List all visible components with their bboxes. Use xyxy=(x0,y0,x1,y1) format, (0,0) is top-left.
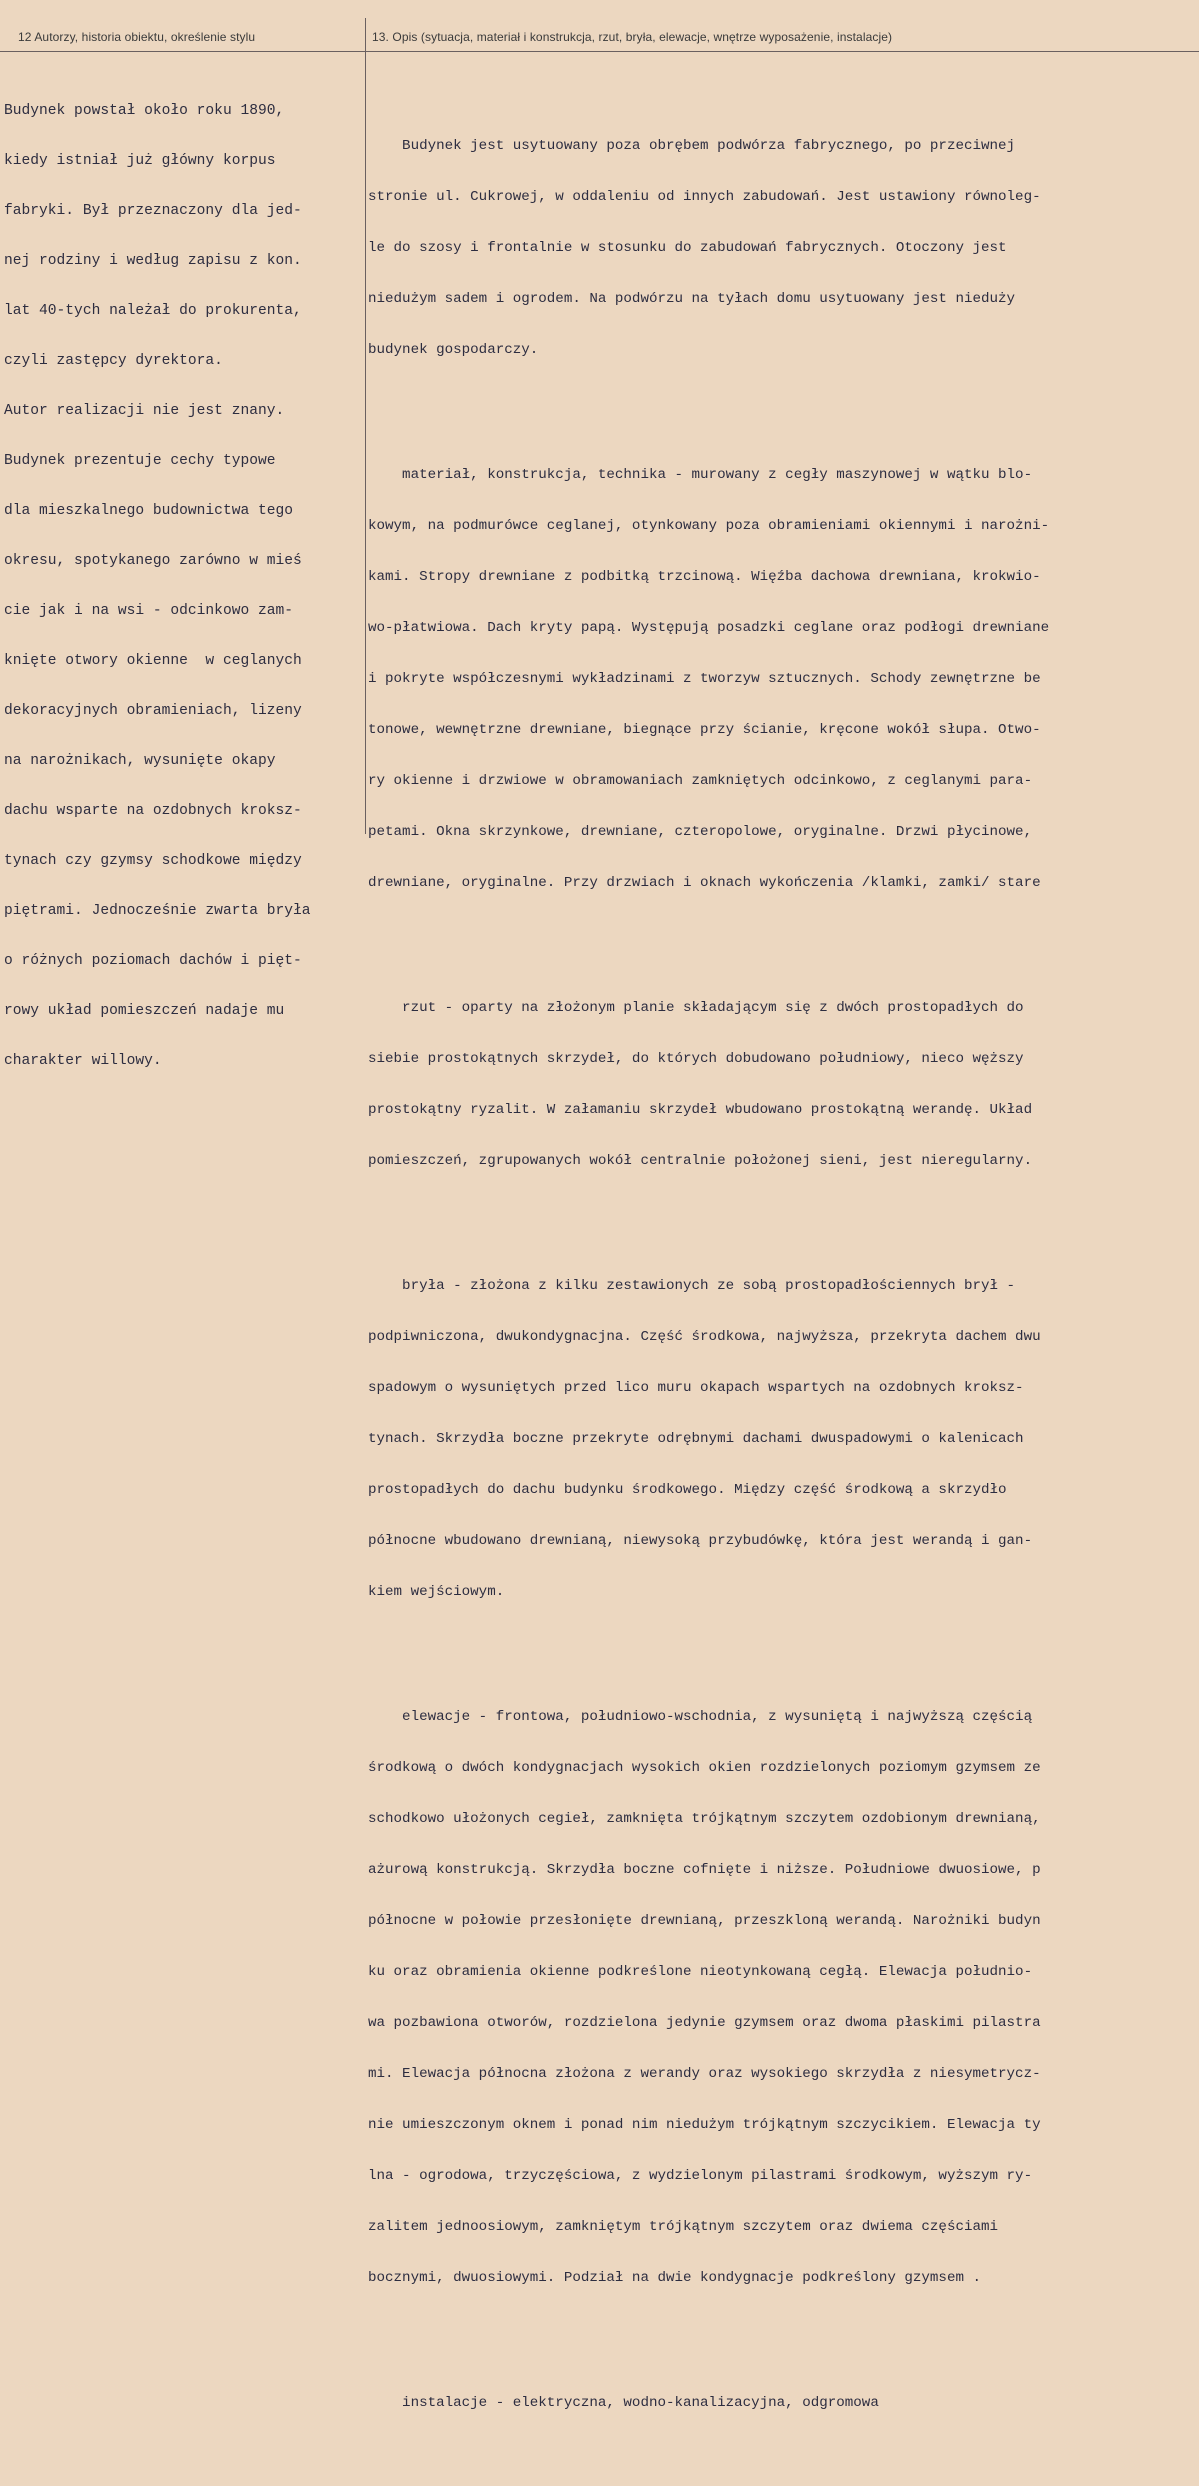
right-line: spadowym o wysuniętych przed lico muru okapach wspartych na ozdobnych kroksz- xyxy=(368,1380,1024,1396)
right-line: bryła - złożona z kilku zestawionych ze sobą prostopadłościennych brył - xyxy=(368,1278,1016,1294)
right-column-header: 13. Opis (sytuacja, materiał i konstrukcja, rzut, bryła, elewacje, wnętrze wyposażenie, instalacje) xyxy=(372,30,893,44)
right-line: mi. Elewacja północna złożona z werandy oraz wysokiego skrzydła z niesymetrycz- xyxy=(368,2066,1041,2082)
left-line: lat 40-tych należał do prokurenta, xyxy=(4,303,302,319)
right-line: rzut - oparty na złożonym planie składającym się z dwóch prostopadłych do xyxy=(368,1000,1024,1016)
left-line: na narożnikach, wysunięte okapy xyxy=(4,753,276,769)
left-column-text xyxy=(4,70,364,1103)
paragraph-elevations xyxy=(368,1675,1199,2321)
left-line: Budynek powstał około roku 1890, xyxy=(4,103,285,119)
paragraph-material xyxy=(368,433,1199,926)
right-line: wo-płatwiowa. Dach kryty papą. Występują posadzki ceglane oraz podłogi drewniane xyxy=(368,620,1050,636)
left-line: piętrami. Jednocześnie zwarta bryła xyxy=(4,903,311,919)
paragraph-situation xyxy=(368,104,1199,393)
right-line: i pokryte współczesnymi wykładzinami z tworzyw sztucznych. Schody zewnętrzne be xyxy=(368,671,1041,687)
right-line: elewacje - frontowa, południowo-wschodnia, z wysuniętą i najwyższą częścią xyxy=(368,1709,1033,1725)
left-line: fabryki. Był przeznaczony dla jed- xyxy=(4,203,302,219)
right-line: północne w połowie przesłonięte drewnianą, przeszkloną werandą. Narożniki budyn xyxy=(368,1913,1041,1929)
right-line: niedużym sadem i ogrodem. Na podwórzu na tyłach domu usytuowany jest nieduży xyxy=(368,291,1016,307)
right-line: materiał, konstrukcja, technika - murowany z cegły maszynowej w wątku blo- xyxy=(368,467,1033,483)
left-column-header: 12 Autorzy, historia obiektu, określenie stylu xyxy=(18,30,256,44)
header-divider xyxy=(0,51,1199,52)
right-line: siebie prostokątnych skrzydeł, do których dobudowano południowy, nieco węższy xyxy=(368,1051,1024,1067)
left-line: nej rodziny i według zapisu z kon. xyxy=(4,253,302,269)
left-line: czyli zastępcy dyrektora. xyxy=(4,353,223,369)
right-line: wa pozbawiona otworów, rozdzielona jedynie gzymsem oraz dwoma płaskimi pilastra xyxy=(368,2015,1041,2031)
column-divider xyxy=(365,18,366,834)
right-line: schodkowo ułożonych cegieł, zamknięta trójkątnym szczytem ozdobionym drewnianą, xyxy=(368,1811,1041,1827)
right-line: ażurową konstrukcją. Skrzydła boczne cofnięte i niższe. Południowe dwuosiowe, p xyxy=(368,1862,1041,1878)
left-line: Budynek prezentuje cechy typowe xyxy=(4,453,276,469)
right-line: środkową o dwóch kondygnacjach wysokich okien rozdzielonych poziomym gzymsem ze xyxy=(368,1760,1041,1776)
left-line: charakter willowy. xyxy=(4,1053,162,1069)
left-line: dla mieszkalnego budownictwa tego xyxy=(4,503,294,519)
right-line: budynek gospodarczy. xyxy=(368,342,539,358)
left-line: okresu, spotykanego zarówno w mieś xyxy=(4,553,302,569)
left-line: Autor realizacji nie jest znany. xyxy=(4,403,285,419)
right-line: tonowe, wewnętrzne drewniane, biegnące przy ścianie, kręcone wokół słupa. Otwo- xyxy=(368,722,1041,738)
right-line: bocznymi, dwuosiowymi. Podział na dwie kondygnacje podkreślony gzymsem . xyxy=(368,2270,981,2286)
paragraph-plan xyxy=(368,966,1199,1204)
right-line: nie umieszczonym oknem i ponad nim niedużym trójkątnym szczycikiem. Elewacja ty xyxy=(368,2117,1041,2133)
right-line: ry okienne i drzwiowe w obramowaniach zamkniętych odcinkowo, z ceglanymi para- xyxy=(368,773,1033,789)
right-line: Budynek jest usytuowany poza obrębem podwórza fabrycznego, po przeciwnej xyxy=(368,138,1016,154)
right-line: kami. Stropy drewniane z podbitką trzcinową. Więźba dachowa drewniana, krokwio- xyxy=(368,569,1041,585)
right-line: lna - ogrodowa, trzyczęściowa, z wydzielonym pilastrami środkowym, wyższym ry- xyxy=(368,2168,1033,2184)
right-line: podpiwniczona, dwukondygnacjna. Część środkowa, najwyższa, przekryta dachem dwu xyxy=(368,1329,1041,1345)
left-line: dekoracyjnych obramieniach, lizeny xyxy=(4,703,302,719)
right-line: prostokątny ryzalit. W załamaniu skrzydeł wbudowano prostokątną werandę. Układ xyxy=(368,1102,1033,1118)
left-line: knięte otwory okienne w ceglanych xyxy=(4,653,302,669)
right-line: prostopadłych do dachu budynku środkowego. Między część środkową a skrzydło xyxy=(368,1482,1007,1498)
right-line: stronie ul. Cukrowej, w oddaleniu od innych zabudowań. Jest ustawiony równoleg- xyxy=(368,189,1041,205)
left-line: cie jak i na wsi - odcinkowo zam- xyxy=(4,603,294,619)
right-line: le do szosy i frontalnie w stosunku do zabudowań fabrycznych. Otoczony jest xyxy=(368,240,1007,256)
right-line: instalacje - elektryczna, wodno-kanalizacyjna, odgromowa xyxy=(368,2395,879,2411)
right-line: kowym, na podmurówce ceglanej, otynkowany poza obramieniami okiennymi i narożni- xyxy=(368,518,1050,534)
right-line: zalitem jednoosiowym, zamkniętym trójkątnym szczytem oraz dwiema częściami xyxy=(368,2219,999,2235)
paragraph-installations xyxy=(368,2361,1199,2446)
paragraph-massing xyxy=(368,1244,1199,1635)
left-line: o różnych poziomach dachów i pięt- xyxy=(4,953,302,969)
right-line: północne wbudowano drewnianą, niewysoką przybudówkę, która jest werandą i gan- xyxy=(368,1533,1033,1549)
right-line: tynach. Skrzydła boczne przekryte odrębnymi dachami dwuspadowymi o kalenicach xyxy=(368,1431,1024,1447)
left-line: rowy układ pomieszczeń nadaje mu xyxy=(4,1003,285,1019)
left-line: kiedy istniał już główny korpus xyxy=(4,153,276,169)
left-line: tynach czy gzymsy schodkowe między xyxy=(4,853,302,869)
right-line: petami. Okna skrzynkowe, drewniane, czteropolowe, oryginalne. Drzwi płycinowe, xyxy=(368,824,1033,840)
right-line: ku oraz obramienia okienne podkreślone nieotynkowaną cegłą. Elewacja południo- xyxy=(368,1964,1033,1980)
left-line: dachu wsparte na ozdobnych kroksz- xyxy=(4,803,302,819)
right-line: kiem wejściowym. xyxy=(368,1584,505,1600)
right-line: drewniane, oryginalne. Przy drzwiach i oknach wykończenia /klamki, zamki/ stare xyxy=(368,875,1041,891)
right-column-text xyxy=(368,70,1199,2486)
right-line: pomieszczeń, zgrupowanych wokół centralnie położonej sieni, jest nieregularny. xyxy=(368,1153,1033,1169)
